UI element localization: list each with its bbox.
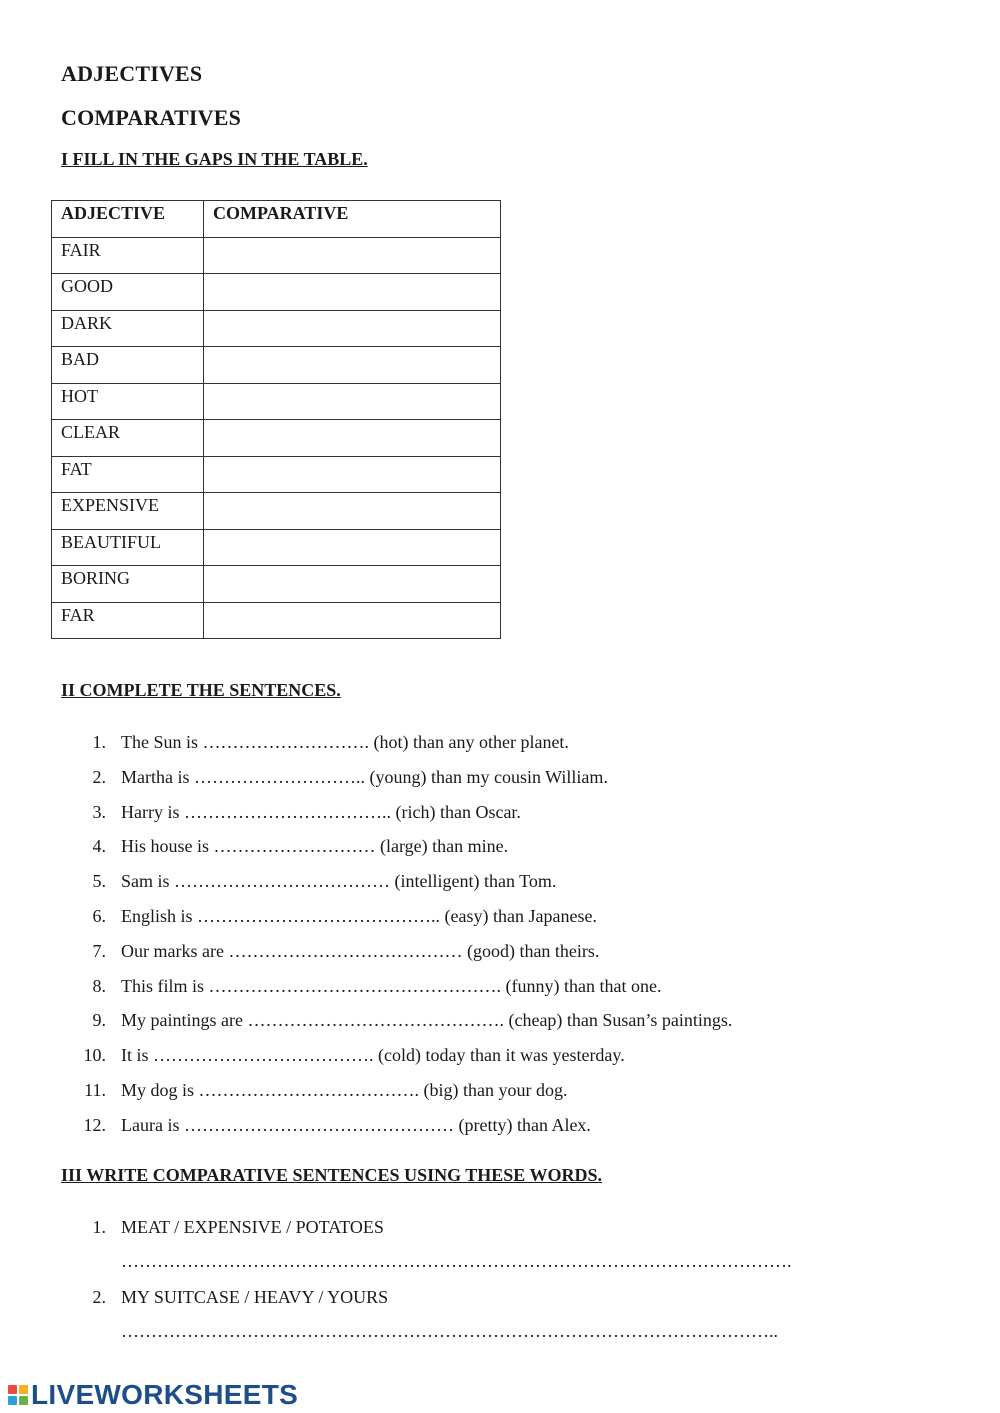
adjective-cell: FAIR xyxy=(52,237,204,274)
list-item xyxy=(61,835,732,870)
comparative-answer-cell[interactable] xyxy=(204,347,501,384)
list-item xyxy=(61,731,732,766)
list-item xyxy=(61,870,732,905)
item-number: 10. xyxy=(83,1045,106,1066)
item-number: 12. xyxy=(83,1114,106,1135)
table-row xyxy=(52,420,501,457)
sentence-text[interactable]: Harry is …………………………….. (rich) than Oscar. xyxy=(121,801,521,822)
comparative-answer-cell[interactable] xyxy=(204,383,501,420)
section2-heading: II COMPLETE THE SENTENCES. xyxy=(61,680,341,700)
comparative-answer-cell[interactable] xyxy=(204,420,501,457)
sentence-text[interactable]: English is ………………………………….. (easy) than Japanese. xyxy=(121,905,597,926)
comparative-answer-cell[interactable] xyxy=(204,529,501,566)
section3-heading: III WRITE COMPARATIVE SENTENCES USING THESE WORDS. xyxy=(61,1165,602,1185)
sentence-text[interactable]: My dog is ………………………………. (big) than your dog. xyxy=(121,1079,568,1100)
table-row xyxy=(52,347,501,384)
table-header-row xyxy=(52,201,501,238)
header-adjective: ADJECTIVE xyxy=(52,201,204,238)
logo-text: LIVEWORKSHEETS xyxy=(31,1379,299,1410)
item-number: 9. xyxy=(92,1010,106,1031)
write-sentences-list xyxy=(61,1216,792,1356)
list-item xyxy=(61,905,732,940)
adjective-cell: CLEAR xyxy=(52,420,204,457)
table-row xyxy=(52,602,501,639)
item-number: 3. xyxy=(92,801,106,822)
answer-line[interactable]: ……………………………………………………………………………………………….. xyxy=(121,1321,778,1341)
logo-mark-icon xyxy=(8,1385,28,1405)
item-number: 5. xyxy=(92,871,106,892)
sentence-text[interactable]: This film is …………………………………………. (funny) than that one. xyxy=(121,975,662,996)
comparative-answer-cell[interactable] xyxy=(204,310,501,347)
comparative-answer-cell[interactable] xyxy=(204,456,501,493)
word-prompt: MEAT / EXPENSIVE / POTATOES xyxy=(121,1217,384,1237)
logo-square-blue xyxy=(8,1396,17,1405)
list-item xyxy=(61,766,732,801)
item-number: 7. xyxy=(92,940,106,961)
item-number: 2. xyxy=(92,1287,106,1307)
adjective-cell: HOT xyxy=(52,383,204,420)
list-item xyxy=(61,1079,732,1114)
item-number: 11. xyxy=(84,1079,106,1100)
list-item xyxy=(61,975,732,1010)
comparative-answer-cell[interactable] xyxy=(204,493,501,530)
table-row xyxy=(52,383,501,420)
word-prompt: MY SUITCASE / HEAVY / YOURS xyxy=(121,1287,389,1307)
sentence-text[interactable]: The Sun is ………………………. (hot) than any other planet. xyxy=(121,732,569,752)
comparative-answer-cell[interactable] xyxy=(204,237,501,274)
sentence-text[interactable]: Our marks are ………………………………… (good) than theirs. xyxy=(121,940,600,961)
list-item xyxy=(61,940,732,975)
sentence-text[interactable]: Martha is ……………………….. (young) than my cousin William. xyxy=(121,766,608,787)
item-number: 1. xyxy=(92,1217,106,1237)
table-row xyxy=(52,566,501,603)
adjective-cell: FAT xyxy=(52,456,204,493)
logo-square-red xyxy=(8,1385,17,1394)
item-number: 1. xyxy=(92,732,106,752)
adjective-cell: GOOD xyxy=(52,274,204,311)
list-item xyxy=(61,1286,792,1356)
list-item xyxy=(61,1044,732,1079)
item-number: 2. xyxy=(92,766,106,787)
sentence-text[interactable]: Sam is ……………………………… (intelligent) than Tom. xyxy=(121,871,557,892)
adjective-cell: FAR xyxy=(52,602,204,639)
sentence-text[interactable]: It is ………………………………. (cold) today than it was yesterday. xyxy=(121,1045,625,1066)
list-item xyxy=(61,801,732,836)
adjective-cell: BAD xyxy=(52,347,204,384)
table-row xyxy=(52,237,501,274)
list-item xyxy=(61,1216,792,1286)
adjective-cell: BORING xyxy=(52,566,204,603)
table-row xyxy=(52,310,501,347)
gaps-table xyxy=(51,200,501,639)
sentence-text[interactable]: Laura is ……………………………………… (pretty) than Alex. xyxy=(121,1114,591,1135)
list-item xyxy=(61,1009,732,1044)
sentence-text[interactable]: My paintings are ……………………………………. (cheap) than Susan’s paintings. xyxy=(121,1010,733,1031)
page-title-comparatives: COMPARATIVES xyxy=(61,105,242,130)
table-row xyxy=(52,456,501,493)
item-number: 6. xyxy=(92,905,106,926)
section1-heading: I FILL IN THE GAPS IN THE TABLE. xyxy=(61,149,368,169)
answer-line[interactable]: …………………………………………………………………………………………………. xyxy=(121,1251,792,1271)
comparative-answer-cell[interactable] xyxy=(204,566,501,603)
sentence-text[interactable]: His house is ……………………… (large) than mine. xyxy=(121,836,509,857)
header-comparative: COMPARATIVE xyxy=(204,201,501,238)
table-row xyxy=(52,493,501,530)
adjective-cell: EXPENSIVE xyxy=(52,493,204,530)
comparative-answer-cell[interactable] xyxy=(204,274,501,311)
item-number: 8. xyxy=(92,975,106,996)
table-row xyxy=(52,529,501,566)
adjective-cell: DARK xyxy=(52,310,204,347)
list-item xyxy=(61,1114,732,1149)
liveworksheets-logo xyxy=(8,1380,298,1410)
logo-square-green xyxy=(19,1396,28,1405)
table-row xyxy=(52,274,501,311)
logo-square-yellow xyxy=(19,1385,28,1394)
item-number: 4. xyxy=(92,836,106,857)
sentences-list xyxy=(61,731,732,1149)
comparative-answer-cell[interactable] xyxy=(204,602,501,639)
adjective-cell: BEAUTIFUL xyxy=(52,529,204,566)
page-title-adjectives: ADJECTIVES xyxy=(61,61,203,86)
